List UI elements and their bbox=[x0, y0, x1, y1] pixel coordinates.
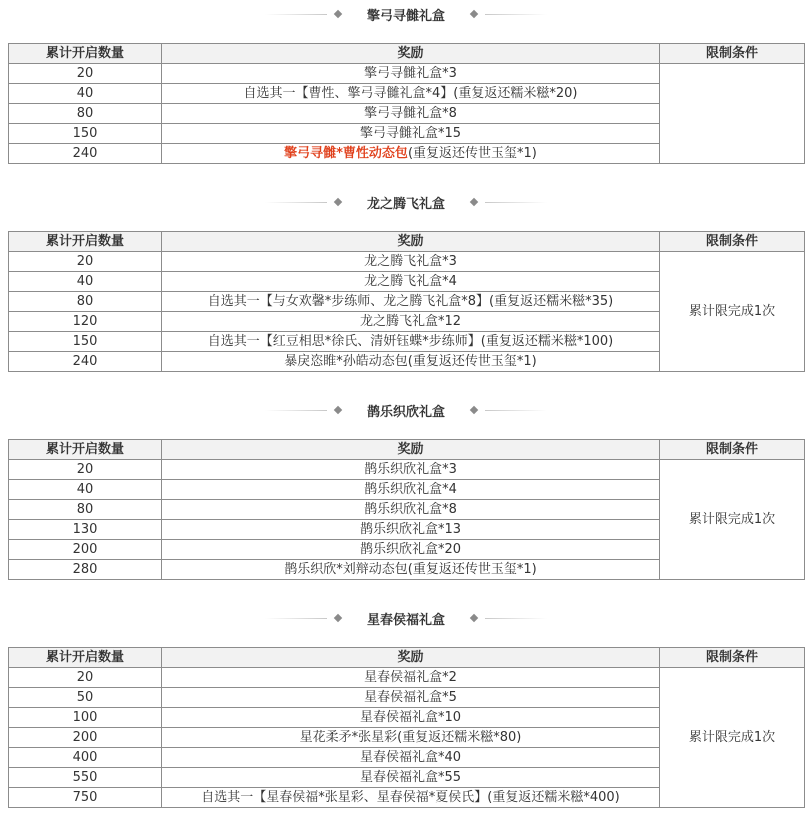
count-cell: 130 bbox=[9, 520, 162, 540]
title-divider-line bbox=[265, 14, 327, 15]
count-cell: 200 bbox=[9, 540, 162, 560]
reward-cell: 星花柔矛*张星彩(重复返还糯米糍*80) bbox=[162, 728, 660, 748]
reward-cell: 龙之腾飞礼盒*4 bbox=[162, 272, 660, 292]
count-cell: 20 bbox=[9, 252, 162, 272]
reward-note: (重复返还传世玉玺*1) bbox=[407, 145, 537, 161]
count-cell: 80 bbox=[9, 292, 162, 312]
reward-cell: 星春侯福礼盒*2 bbox=[162, 668, 660, 688]
table-row bbox=[9, 460, 805, 480]
reward-table-2 bbox=[8, 231, 805, 372]
reward-cell: 鹊乐织欣礼盒*13 bbox=[162, 520, 660, 540]
section-1-title-bar bbox=[8, 0, 804, 28]
reward-cell: 暴戾恣睢*孙皓动态包(重复返还传世玉玺*1) bbox=[162, 352, 660, 372]
header-reward: 奖励 bbox=[162, 440, 660, 460]
reward-cell: 鹊乐织欣礼盒*3 bbox=[162, 460, 660, 480]
table-row bbox=[9, 64, 805, 84]
title-divider-line bbox=[485, 410, 547, 411]
section-3-title-bar bbox=[8, 396, 804, 424]
header-count: 累计开启数量 bbox=[9, 44, 162, 64]
count-cell: 280 bbox=[9, 560, 162, 580]
title-divider-line bbox=[485, 14, 547, 15]
count-cell: 50 bbox=[9, 688, 162, 708]
header-limit: 限制条件 bbox=[660, 44, 805, 64]
header-count: 累计开启数量 bbox=[9, 232, 162, 252]
reward-cell: 自选其一【星春侯福*张星彩、星春侯福*夏侯氏】(重复返还糯米糍*400) bbox=[162, 788, 660, 808]
count-cell: 80 bbox=[9, 500, 162, 520]
section-4-title-bar bbox=[8, 604, 804, 632]
header-count: 累计开启数量 bbox=[9, 648, 162, 668]
title-divider-line bbox=[265, 618, 327, 619]
count-cell: 40 bbox=[9, 480, 162, 500]
diamond-ornament-icon bbox=[334, 10, 342, 18]
diamond-ornament-icon bbox=[334, 406, 342, 414]
table-row bbox=[9, 252, 805, 272]
header-limit: 限制条件 bbox=[660, 648, 805, 668]
count-cell: 750 bbox=[9, 788, 162, 808]
count-cell: 80 bbox=[9, 104, 162, 124]
count-cell: 40 bbox=[9, 272, 162, 292]
count-cell: 20 bbox=[9, 668, 162, 688]
highlighted-reward: 擎弓寻雠*曹性动态包 bbox=[284, 145, 408, 161]
reward-table-3 bbox=[8, 439, 805, 580]
diamond-ornament-icon bbox=[470, 614, 478, 622]
reward-cell: 擎弓寻雠礼盒*15 bbox=[162, 124, 660, 144]
table-header-row bbox=[9, 44, 805, 64]
header-reward: 奖励 bbox=[162, 648, 660, 668]
limit-cell bbox=[660, 64, 805, 164]
reward-cell: 鹊乐织欣*刘辩动态包(重复返还传世玉玺*1) bbox=[162, 560, 660, 580]
title-divider-line bbox=[265, 202, 327, 203]
count-cell: 40 bbox=[9, 84, 162, 104]
diamond-ornament-icon bbox=[470, 406, 478, 414]
reward-cell: 鹊乐织欣礼盒*4 bbox=[162, 480, 660, 500]
section-title: 鹊乐织欣礼盒 bbox=[366, 404, 445, 420]
reward-cell: 擎弓寻雠礼盒*3 bbox=[162, 64, 660, 84]
section-2-title-bar bbox=[8, 188, 804, 216]
count-cell: 150 bbox=[9, 332, 162, 352]
header-limit: 限制条件 bbox=[660, 232, 805, 252]
reward-table-4 bbox=[8, 647, 805, 808]
reward-cell: 星春侯福礼盒*40 bbox=[162, 748, 660, 768]
reward-cell bbox=[162, 144, 660, 164]
table-row bbox=[9, 668, 805, 688]
reward-cell: 龙之腾飞礼盒*3 bbox=[162, 252, 660, 272]
count-cell: 20 bbox=[9, 460, 162, 480]
count-cell: 100 bbox=[9, 708, 162, 728]
diamond-ornament-icon bbox=[334, 614, 342, 622]
count-cell: 240 bbox=[9, 144, 162, 164]
table-header-row bbox=[9, 232, 805, 252]
reward-table-1 bbox=[8, 43, 805, 164]
header-reward: 奖励 bbox=[162, 44, 660, 64]
count-cell: 400 bbox=[9, 748, 162, 768]
table-header-row bbox=[9, 440, 805, 460]
count-cell: 240 bbox=[9, 352, 162, 372]
title-divider-line bbox=[485, 618, 547, 619]
section-title: 擎弓寻雠礼盒 bbox=[366, 8, 445, 24]
count-cell: 200 bbox=[9, 728, 162, 748]
header-reward: 奖励 bbox=[162, 232, 660, 252]
count-cell: 550 bbox=[9, 768, 162, 788]
reward-cell: 星春侯福礼盒*10 bbox=[162, 708, 660, 728]
limit-cell: 累计限完成1次 bbox=[660, 668, 805, 808]
reward-cell: 星春侯福礼盒*55 bbox=[162, 768, 660, 788]
reward-cell: 星春侯福礼盒*5 bbox=[162, 688, 660, 708]
reward-cell: 自选其一【与女欢馨*步练师、龙之腾飞礼盒*8】(重复返还糯米糍*35) bbox=[162, 292, 660, 312]
title-divider-line bbox=[485, 202, 547, 203]
header-count: 累计开启数量 bbox=[9, 440, 162, 460]
reward-cell: 擎弓寻雠礼盒*8 bbox=[162, 104, 660, 124]
section-title: 龙之腾飞礼盒 bbox=[366, 196, 445, 212]
count-cell: 120 bbox=[9, 312, 162, 332]
limit-cell: 累计限完成1次 bbox=[660, 252, 805, 372]
limit-cell: 累计限完成1次 bbox=[660, 460, 805, 580]
reward-cell: 鹊乐织欣礼盒*8 bbox=[162, 500, 660, 520]
reward-cell: 龙之腾飞礼盒*12 bbox=[162, 312, 660, 332]
title-divider-line bbox=[265, 410, 327, 411]
diamond-ornament-icon bbox=[470, 10, 478, 18]
reward-cell: 自选其一【红豆相思*徐氏、清妍钰蝶*步练师】(重复返还糯米糍*100) bbox=[162, 332, 660, 352]
diamond-ornament-icon bbox=[334, 198, 342, 206]
reward-cell: 鹊乐织欣礼盒*20 bbox=[162, 540, 660, 560]
reward-cell: 自选其一【曹性、擎弓寻雠礼盒*4】(重复返还糯米糍*20) bbox=[162, 84, 660, 104]
table-header-row bbox=[9, 648, 805, 668]
section-title: 星春侯福礼盒 bbox=[366, 612, 445, 628]
count-cell: 20 bbox=[9, 64, 162, 84]
count-cell: 150 bbox=[9, 124, 162, 144]
diamond-ornament-icon bbox=[470, 198, 478, 206]
header-limit: 限制条件 bbox=[660, 440, 805, 460]
